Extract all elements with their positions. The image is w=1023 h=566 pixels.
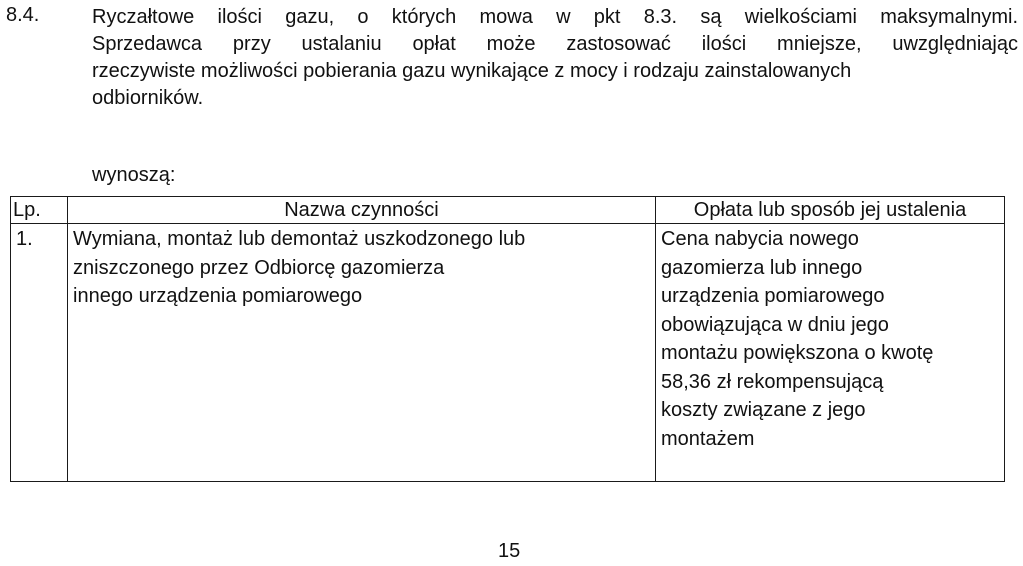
cell-fee	[656, 224, 1005, 482]
paragraph-line: rzeczywiste możliwości pobierania gazu wynikające z mocy i rodzaju zainstalowanych	[92, 60, 852, 82]
header-activity-name: Nazwa czynności	[68, 197, 656, 224]
activity-line: zniszczonego przez Odbiorcę gazomierza	[73, 256, 445, 279]
header-fee: Opłata lub sposób jej ustalenia	[656, 197, 1005, 224]
header-lp: Lp.	[11, 197, 68, 224]
cell-lp: 1.	[11, 224, 68, 482]
page-number: 15	[498, 540, 521, 562]
table-row	[11, 224, 1005, 482]
fee-line: 58,36 zł rekompensującą	[661, 370, 884, 393]
paragraph-line: Sprzedawca przy ustalaniu opłat może zastosować ilości mniejsze, uwzględniając	[92, 33, 1018, 55]
fee-line: Cena nabycia nowego	[661, 228, 859, 250]
fee-line: montażu powiększona o kwotę	[661, 342, 934, 364]
fee-line: montażem	[661, 427, 755, 450]
cell-activity-name	[68, 224, 656, 482]
fee-line: gazomierza lub innego	[661, 256, 863, 279]
activity-line: innego urządzenia pomiarowego	[73, 285, 363, 307]
fee-line: obowiązująca w dniu jego	[661, 313, 889, 336]
fee-line: koszty związane z jego	[661, 399, 866, 421]
paragraph-line: odbiorników.	[92, 87, 204, 109]
fee-line: urządzenia pomiarowego	[661, 285, 885, 307]
fees-table	[10, 196, 1005, 482]
table-header-row	[11, 197, 1005, 224]
table-intro-text: wynoszą:	[92, 164, 176, 186]
activity-line: Wymiana, montaż lub demontaż uszkodzonego lub	[73, 228, 526, 250]
section-number: 8.4.	[6, 4, 40, 26]
paragraph-line: Ryczałtowe ilości gazu, o których mowa w pkt 8.3. są wielkościami maksymalnymi.	[92, 6, 1018, 28]
section-paragraph	[92, 4, 1018, 112]
